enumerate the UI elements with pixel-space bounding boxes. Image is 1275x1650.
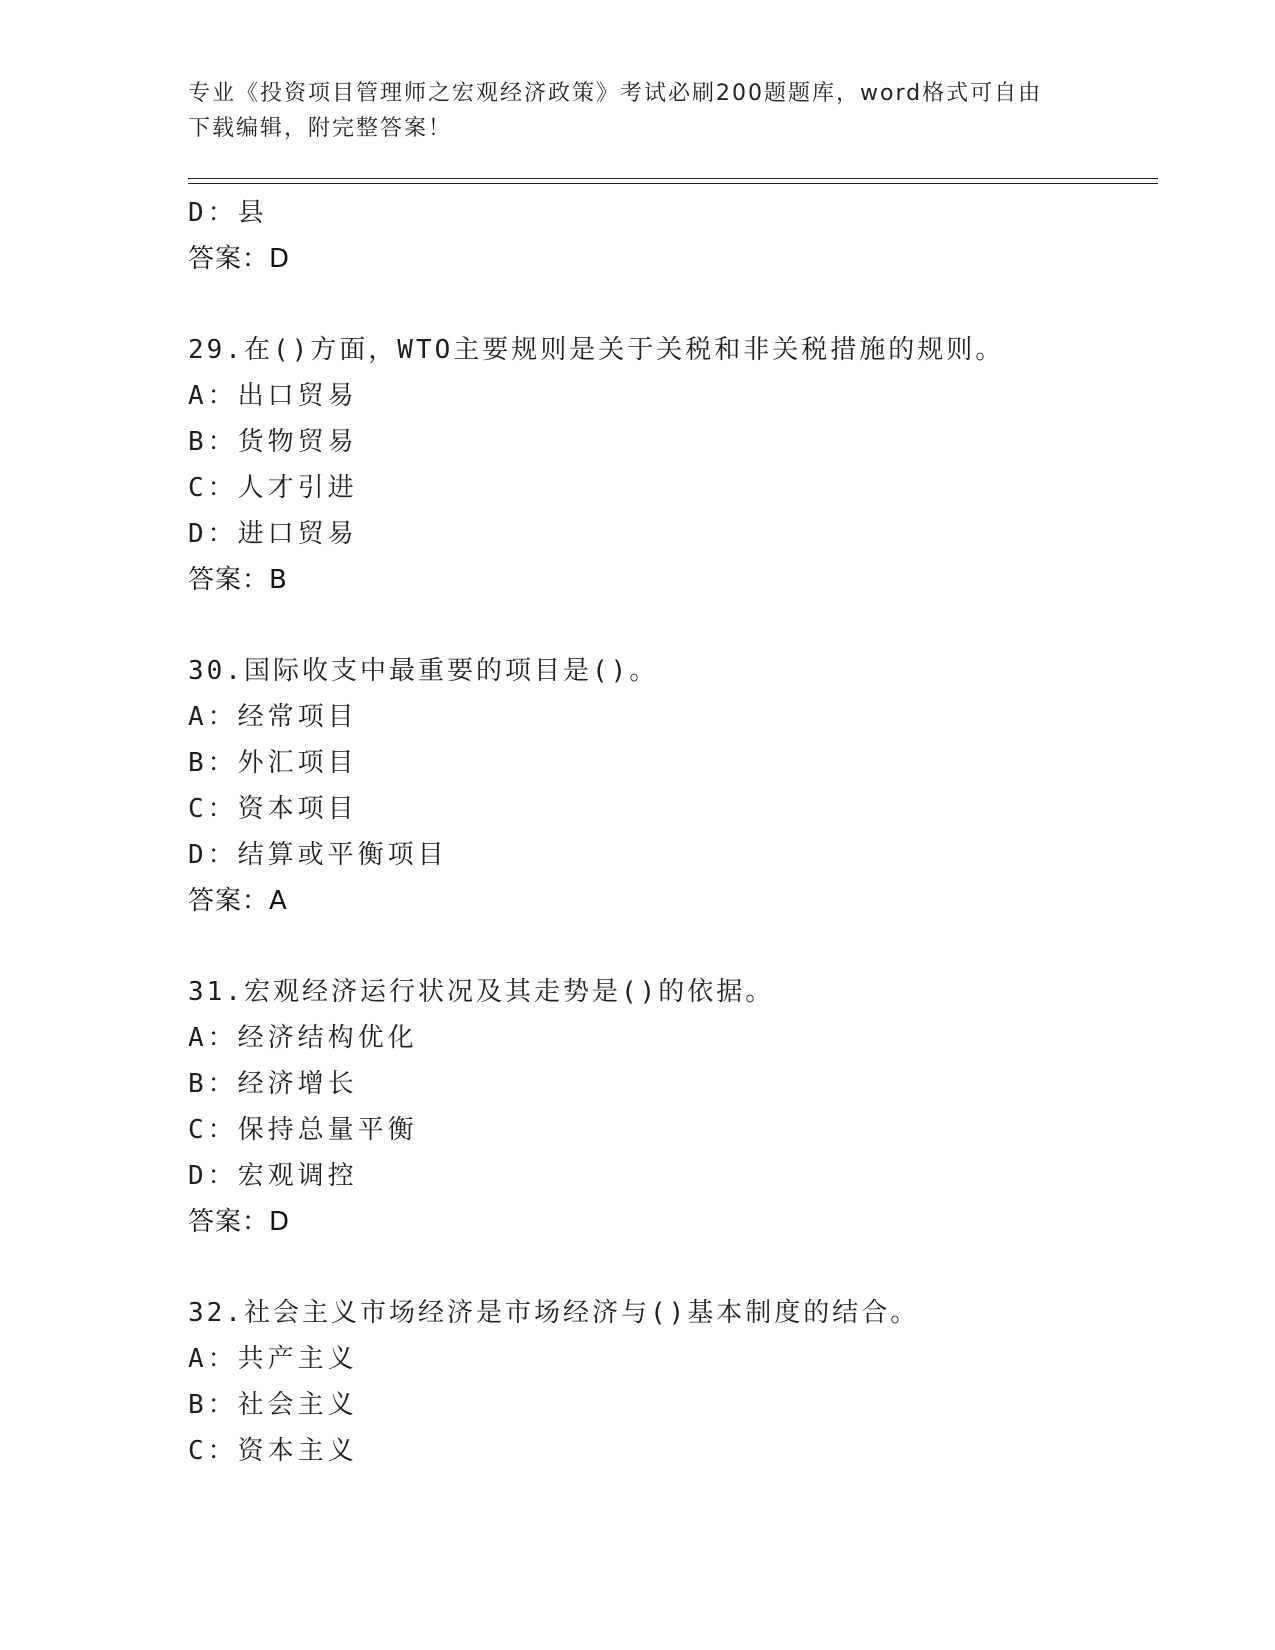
- answer-line: 答案：B: [188, 565, 288, 595]
- option-a: A：经济结构优化: [188, 1023, 418, 1053]
- option-c: C：保持总量平衡: [188, 1115, 418, 1145]
- option-a: A：出口贸易: [188, 381, 358, 411]
- answer-line: 答案：D: [188, 1207, 291, 1237]
- option-d: D：进口贸易: [188, 519, 358, 549]
- question-title: 29.在()方面，WTO主要规则是关于关税和非关税措施的规则。: [188, 335, 1005, 365]
- header-line-2: 下载编辑，附完整答案！: [188, 116, 453, 141]
- option-c: C：资本项目: [188, 794, 358, 824]
- option-a: A：经常项目: [188, 702, 358, 732]
- option-d: D：宏观调控: [188, 1161, 358, 1191]
- header-rule-bottom: [188, 183, 1158, 184]
- option-d: D：结算或平衡项目: [188, 840, 448, 870]
- answer-line: 答案：D: [188, 244, 291, 274]
- option-c: C：资本主义: [188, 1436, 358, 1466]
- header-rule-top: [188, 178, 1158, 179]
- question-list: [188, 190, 1168, 1474]
- question-title: 30.国际收支中最重要的项目是()。: [188, 656, 659, 686]
- option-b: B：经济增长: [188, 1069, 358, 1099]
- document-header: [188, 76, 1078, 146]
- option-d: D：县: [188, 198, 268, 228]
- option-a: A：共产主义: [188, 1344, 358, 1374]
- option-b: B：货物贸易: [188, 427, 358, 457]
- header-line-1: 专业《投资项目管理师之宏观经济政策》考试必刷200题题库，word格式可自由: [188, 81, 1043, 106]
- question-title: 32.社会主义市场经济是市场经济与()基本制度的结合。: [188, 1298, 920, 1328]
- question-title: 31.宏观经济运行状况及其走势是()的依据。: [188, 977, 775, 1007]
- option-c: C：人才引进: [188, 473, 358, 503]
- answer-line: 答案：A: [188, 886, 288, 916]
- option-b: B：外汇项目: [188, 748, 358, 778]
- option-b: B：社会主义: [188, 1390, 358, 1420]
